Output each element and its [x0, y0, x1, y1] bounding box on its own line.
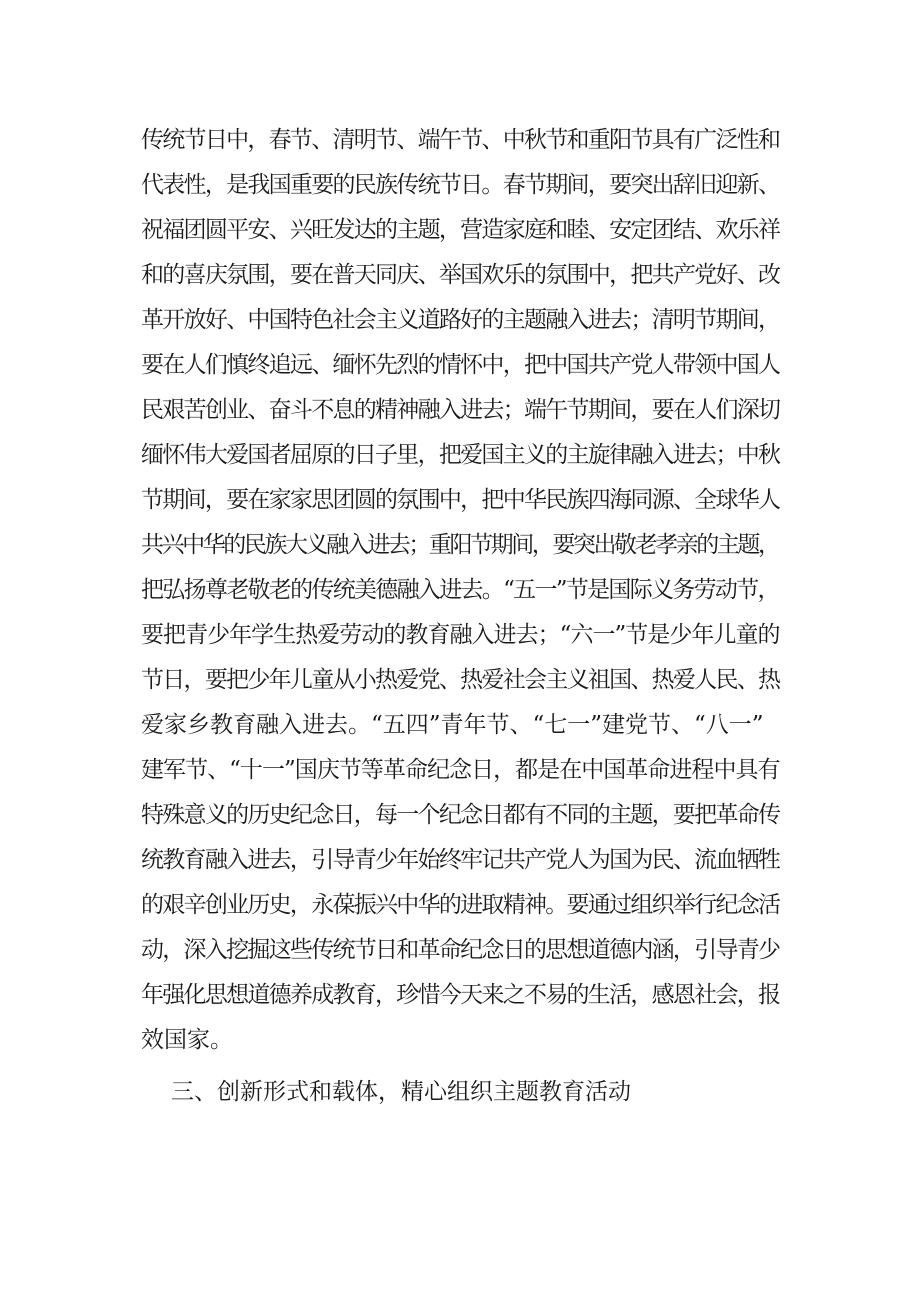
paragraph-line: 祝福团圆平安、兴旺发达的主题，营造家庭和睦、安定团结、欢乐祥 [141, 217, 780, 243]
section-heading: 三、创新形式和载体，精心组织主题教育活动 [171, 1079, 631, 1105]
paragraph-line: 爱家乡教育融入进去。“五四”青年节、“七一”建党节、“八一” [141, 712, 764, 738]
paragraph-line: 代表性，是我国重要的民族传统节日。春节期间，要突出辞旧迎新、 [141, 172, 780, 198]
paragraph-line: 动，深入挖掘这些传统节日和革命纪念日的思想道德内涵，引导青少 [141, 937, 780, 963]
paragraph-line: 年强化思想道德养成教育，珍惜今天来之不易的生活，感恩社会，报 [141, 982, 780, 1008]
paragraph-line: 共兴中华的民族大义融入进去；重阳节期间，要突出敬老孝亲的主题， [141, 532, 779, 558]
paragraph-line: 节日，要把少年儿童从小热爱党、热爱社会主义祖国、热爱人民、热 [141, 667, 780, 693]
paragraph-line: 缅怀伟大爱国者屈原的日子里，把爱国主义的主旋律融入进去；中秋 [141, 442, 780, 468]
paragraph-line: 特殊意义的历史纪念日，每一个纪念日都有不同的主题，要把革命传 [141, 802, 780, 828]
paragraph-line: 效国家。 [141, 1027, 233, 1053]
paragraph-line: 统教育融入进去，引导青少年始终牢记共产党人为国为民、流血牺牲 [141, 847, 780, 873]
paragraph-line: 传统节日中，春节、清明节、端午节、中秋节和重阳节具有广泛性和 [141, 127, 780, 153]
paragraph-line: 节期间，要在家家思团圆的氛围中，把中华民族四海同源、全球华人 [141, 487, 780, 513]
paragraph-line: 的艰辛创业历史，永葆振兴中华的进取精神。要通过组织举行纪念活 [141, 892, 780, 918]
paragraph-line: 建军节、“十一”国庆节等革命纪念日，都是在中国革命进程中具有 [141, 757, 780, 783]
paragraph-line: 和的喜庆氛围，要在普天同庆、举国欢乐的氛围中，把共产党好、改 [141, 262, 780, 288]
paragraph-line: 要把青少年学生热爱劳动的教育融入进去；“六一”节是少年儿童的 [141, 622, 780, 648]
paragraph-line: 民艰苦创业、奋斗不息的精神融入进去；端午节期间，要在人们深切 [141, 397, 780, 423]
paragraph-line: 要在人们慎终追远、缅怀先烈的情怀中，把中国共产党人带领中国人 [141, 352, 780, 378]
paragraph-line: 革开放好、中国特色社会主义道路好的主题融入进去；清明节期间， [141, 307, 780, 333]
paragraph-line: 把弘扬尊老敬老的传统美德融入进去。“五一”节是国际义务劳动节， [141, 577, 779, 603]
